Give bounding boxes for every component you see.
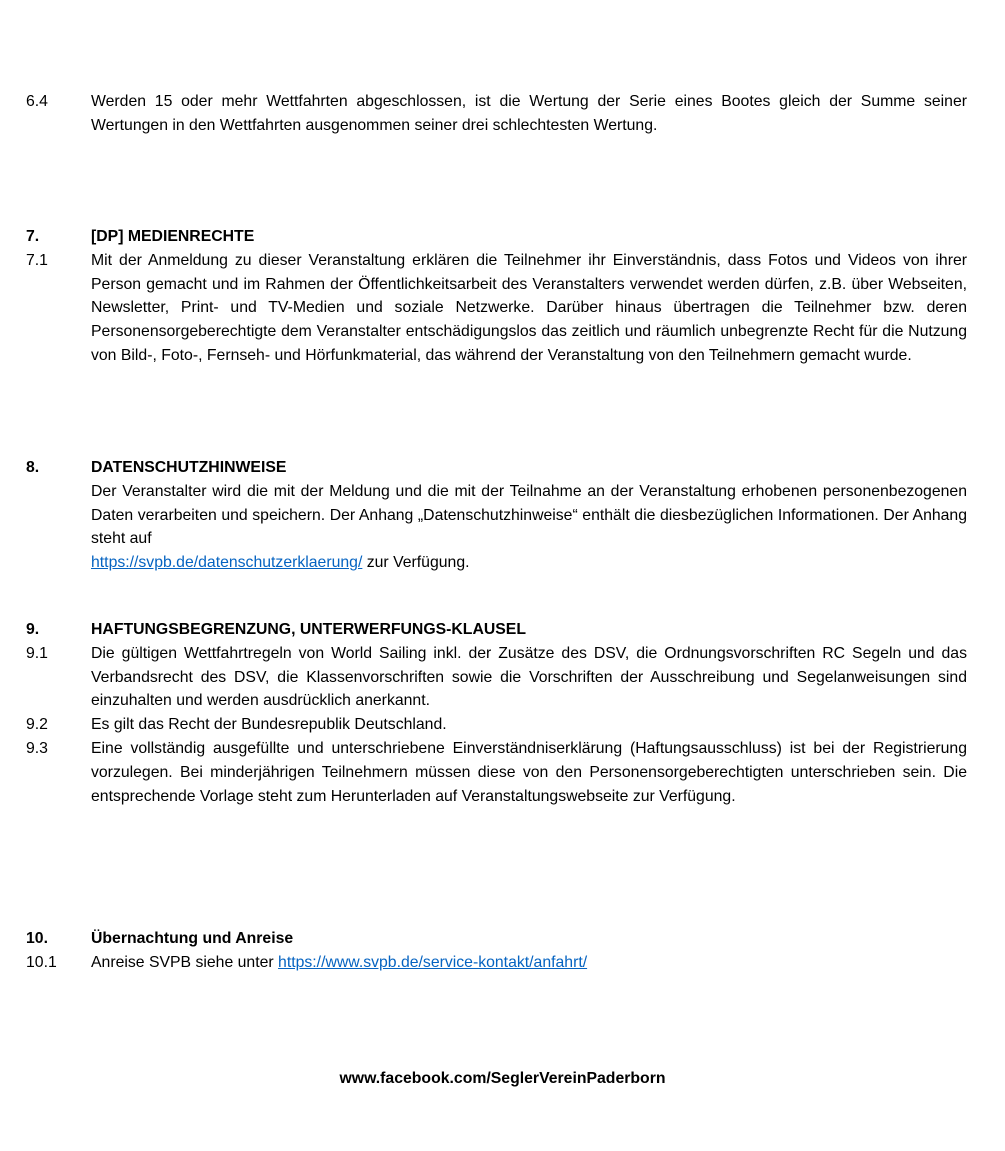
section-title: Übernachtung und Anreise [91, 930, 294, 947]
section-6-4 [26, 90, 967, 138]
section-text [91, 480, 967, 575]
section-7 [26, 225, 967, 368]
item-number: 7.1 [26, 251, 48, 269]
section-number: 7. [26, 228, 40, 245]
item-number: 6.4 [26, 93, 48, 110]
item-text: Die gültigen Wettfahrtregeln von World Sailing inkl. der Zusätze des DSV, die Ordnungsvorschriften RC Segeln und das Verbandsrecht des DSV, die Klassenvorschriften sowie die Vorschriften der Ausschreibung und Segelanweisungen sind einzuhalten und werden ausdrücklich anerkannt. [91, 644, 967, 710]
item-text-body: Anreise SVPB siehe unter [91, 953, 274, 971]
section-heading [26, 225, 967, 249]
section-9 [26, 618, 967, 808]
section-number: 10. [26, 930, 48, 947]
item-text: Mit der Anmeldung zu dieser Veranstaltung erklären die Teilnehmer ihr Einverständnis, dass Fotos und Videos von ihrer Person gemacht und im Rahmen der Öffentlichkeitsarbeit des Veranstalters verwendet werden dürfen, z.B. über Webseiten, Newsletter, Print- und TV-Medien und soziale Netzwerke. Darüber hinaus übertragen die Teilnehmer bzw. deren Personensorgeberechtigte dem Veranstalter entschädigungslos das zeitlich und räumlich unbegrenzte Recht für die Nutzung von Bild-, Foto-, Fernseh- und Hörfunkmaterial, das während der Veranstaltung von den Teilnehmern gemacht wurde. [91, 251, 967, 364]
section-number: 9. [26, 621, 40, 638]
item-number: 9.2 [26, 716, 48, 734]
item-number: 9.3 [26, 739, 48, 757]
facebook-link[interactable]: www.facebook.com/SeglerVereinPaderborn [339, 1070, 666, 1087]
item-text: Eine vollständig ausgefüllte und unterschriebene Einverständniserklärung (Haftungsausschluss) ist bei der Registrierung vorzulegen. Bei minderjährigen Teilnehmern müssen diese von den Personensorgeberechtigten unterschrieben sein. Die entsprechende Vorlage steht zum Herunterladen auf Veranstaltungswebseite zur Verfügung. [91, 739, 967, 805]
privacy-link[interactable]: https://svpb.de/datenschutzerklaerung/ [91, 554, 363, 572]
section-10 [26, 927, 967, 975]
section-title: [DP] MEDIENRECHTE [91, 228, 255, 245]
section-heading [26, 456, 967, 480]
section-text-body: Der Veranstalter wird die mit der Meldung und die mit der Teilnahme an der Veranstaltung erhobenen personenbezogenen Daten verarbeiten und speichern. Der Anhang „Datenschutzhinweise“ enthält die diesbezüglichen Informationen. Der Anhang steht auf [91, 482, 967, 548]
section-heading [26, 618, 967, 642]
item-text [91, 951, 967, 975]
section-text-end: zur Verfügung. [366, 554, 470, 572]
section-heading [26, 927, 967, 951]
item-text: Es gilt das Recht der Bundesrepublik Deutschland. [91, 716, 447, 734]
item-number: 9.1 [26, 644, 48, 662]
item-number: 10.1 [26, 953, 57, 971]
section-8 [26, 456, 967, 575]
section-title: DATENSCHUTZHINWEISE [91, 459, 287, 476]
item-text: Werden 15 oder mehr Wettfahrten abgeschlossen, ist die Wertung der Serie eines Bootes gleich der Summe seiner Wertungen in den Wettfahrten ausgenommen seiner drei schlechtesten Wertung. [91, 93, 967, 134]
section-title: HAFTUNGSBEGRENZUNG, UNTERWERFUNGS-KLAUSEL [91, 621, 526, 638]
directions-link[interactable]: https://www.svpb.de/service-kontakt/anfahrt/ [278, 953, 588, 971]
section-number: 8. [26, 459, 40, 476]
